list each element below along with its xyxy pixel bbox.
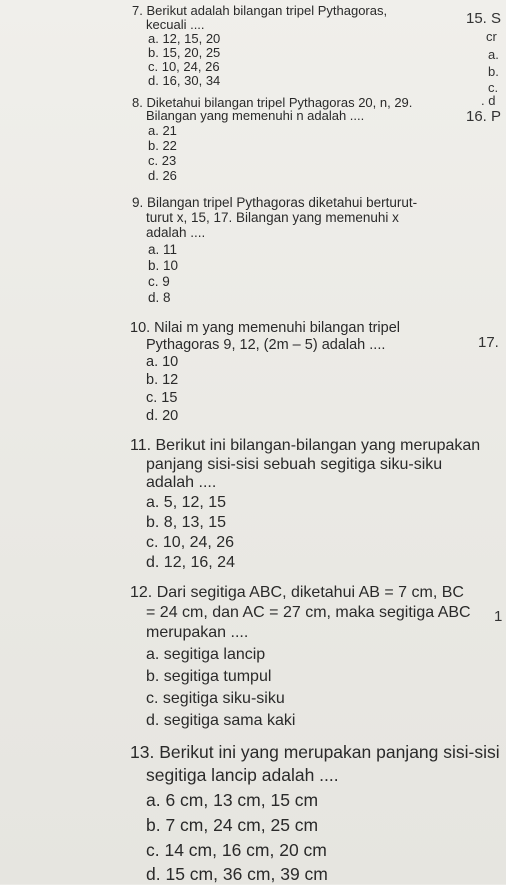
q12-option-a: a. segitiga lancip bbox=[146, 646, 266, 663]
q11-line-1: 11. Berikut ini bilangan-bilangan yang merupakan bbox=[130, 437, 481, 454]
q7-line-2: kecuali .... bbox=[146, 17, 205, 32]
q12-line-2: = 24 cm, dan AC = 27 cm, maka segitiga ABC bbox=[146, 604, 471, 621]
q9-option-b: b. 10 bbox=[148, 258, 179, 273]
q8-option-c: c. 23 bbox=[148, 153, 177, 168]
q11-option-d: d. 12, 16, 24 bbox=[146, 554, 235, 571]
q10-line-1: 10. Nilai m yang memenuhi bilangan tripel bbox=[130, 320, 401, 336]
q8-line-2: Bilangan yang memenuhi n adalah .... bbox=[146, 108, 365, 123]
q13-line-1: 13. Berikut ini yang merupakan panjang sisi-sisi bbox=[130, 742, 500, 762]
q12-option-b: b. segitiga tumpul bbox=[146, 668, 272, 685]
q9-option-c: c. 9 bbox=[148, 274, 170, 289]
q13-line-2: segitiga lancip adalah .... bbox=[146, 765, 339, 785]
q15-option-c: c. bbox=[488, 80, 499, 95]
q11-option-c: c. 10, 24, 26 bbox=[146, 534, 235, 551]
q9-line-2: turut x, 15, 17. Bilangan yang memenuhi x bbox=[146, 210, 399, 225]
q10-option-a: a. 10 bbox=[146, 354, 179, 370]
q11-option-a: a. 5, 12, 15 bbox=[146, 494, 227, 511]
q15-number: 15. S bbox=[466, 10, 502, 27]
q15-line-2: cr bbox=[486, 29, 497, 44]
q11-option-b: b. 8, 13, 15 bbox=[146, 514, 227, 531]
q11-line-3: adalah .... bbox=[146, 474, 217, 491]
q7-option-b: b. 15, 20, 25 bbox=[148, 45, 221, 60]
q9-option-a: a. 11 bbox=[148, 242, 178, 257]
q13-option-c: c. 14 cm, 16 cm, 20 cm bbox=[146, 840, 327, 860]
q8-option-d: d. 26 bbox=[148, 168, 177, 183]
q11-line-2: panjang sisi-sisi sebuah segitiga siku-siku bbox=[146, 456, 443, 473]
q13-option-d: d. 15 cm, 36 cm, 39 cm bbox=[146, 864, 328, 884]
q8-line-1: 8. Diketahui bilangan tripel Pythagoras 20, n, 29. bbox=[132, 95, 413, 110]
q8-option-a: a. 21 bbox=[148, 123, 177, 138]
q7-option-d: d. 16, 30, 34 bbox=[148, 73, 221, 88]
q8-option-b: b. 22 bbox=[148, 138, 177, 153]
q17-number: 17. bbox=[478, 334, 499, 351]
q7-option-c: c. 10, 24, 26 bbox=[148, 59, 220, 74]
q10-option-c: c. 15 bbox=[146, 390, 178, 406]
q7-line-1: 7. Berikut adalah bilangan tripel Pythagoras, bbox=[132, 3, 388, 18]
q15-option-d: . d bbox=[481, 93, 496, 108]
q9-line-1: 9. Bilangan tripel Pythagoras diketahui berturut- bbox=[132, 195, 418, 210]
q12-option-c: c. segitiga siku-siku bbox=[146, 690, 285, 707]
q10-option-b: b. 12 bbox=[146, 372, 179, 388]
q9-option-d: d. 8 bbox=[148, 290, 171, 305]
q10-line-2: Pythagoras 9, 12, (2m – 5) adalah .... bbox=[146, 337, 386, 353]
q13-option-b: b. 7 cm, 24 cm, 25 cm bbox=[146, 815, 319, 835]
q13-option-a: a. 6 cm, 13 cm, 15 cm bbox=[146, 790, 319, 810]
q12-line-1: 12. Dari segitiga ABC, diketahui AB = 7 cm, BC bbox=[130, 584, 464, 601]
q7-option-a: a. 12, 15, 20 bbox=[148, 31, 221, 46]
q15-option-a: a. bbox=[488, 47, 499, 62]
q12-option-d: d. segitiga sama kaki bbox=[146, 712, 296, 729]
q12-line-3: merupakan .... bbox=[146, 624, 249, 641]
q9-line-3: adalah .... bbox=[146, 225, 206, 240]
q18-number: 1 bbox=[494, 608, 503, 625]
q10-option-d: d. 20 bbox=[146, 408, 179, 424]
q16-number: 16. P bbox=[466, 108, 502, 125]
q15-option-b: b. bbox=[488, 64, 499, 79]
